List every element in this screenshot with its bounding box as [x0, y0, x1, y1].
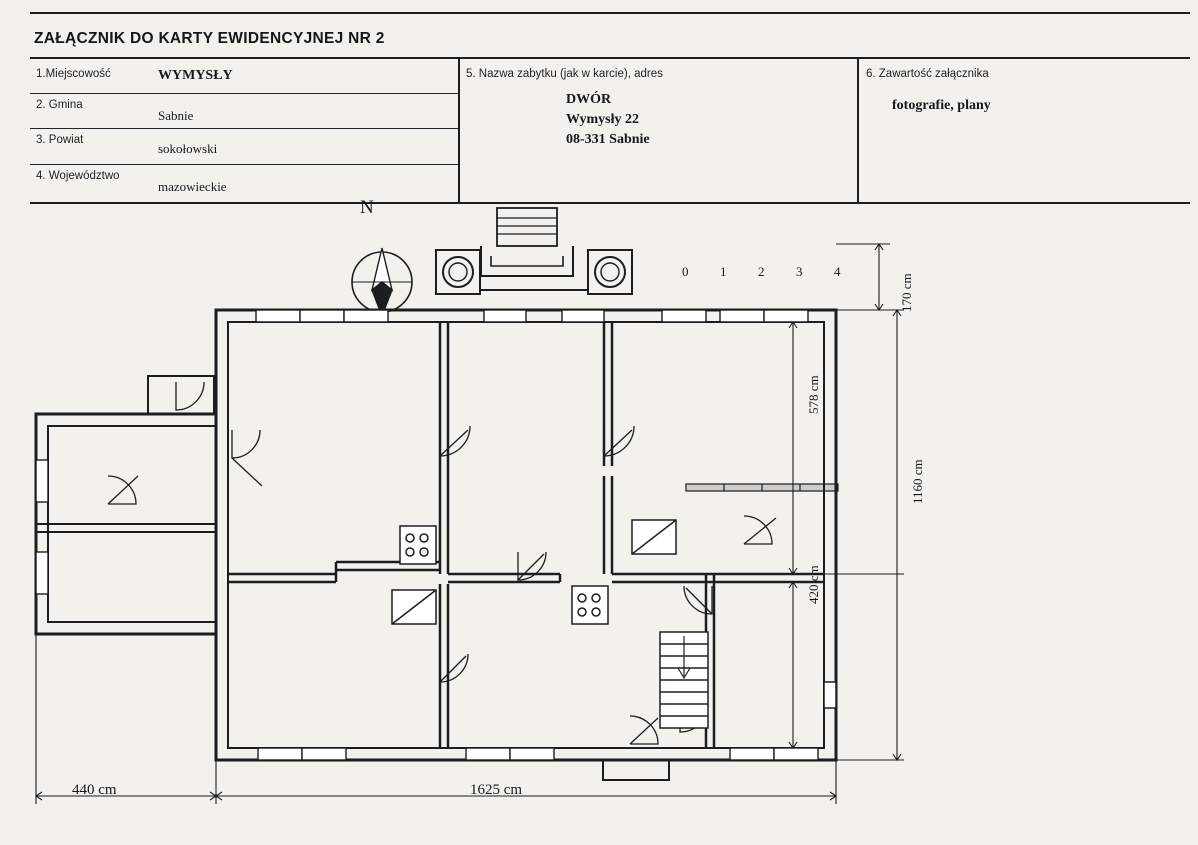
field-label-county: 3. Powiat — [36, 134, 84, 146]
dimension-578cm: 578 cm — [806, 375, 821, 414]
field-value-locality: WYMYSŁY — [158, 68, 233, 83]
windows-annex — [36, 460, 48, 594]
turret-right — [588, 250, 632, 294]
field-rule-3 — [30, 164, 458, 165]
field-rule-1 — [30, 93, 458, 94]
scale-tick-3: 3 — [796, 264, 803, 279]
portico-top — [481, 208, 573, 276]
fireplace-right — [632, 520, 676, 554]
windows-top — [256, 310, 808, 322]
main-outline-inner — [228, 322, 824, 748]
porch-bottom — [603, 760, 669, 780]
main-outline — [216, 310, 836, 760]
windows-bottom — [258, 748, 818, 760]
header-divider-1 — [458, 57, 460, 202]
dimension-1625cm: 1625 cm — [470, 782, 523, 798]
field-rule-2 — [30, 128, 458, 129]
right-wall-niche — [824, 682, 836, 708]
scale-tick-1: 1 — [720, 264, 727, 279]
monument-address-line1: Wymysły 22 — [566, 112, 639, 127]
stove-upper — [400, 526, 436, 564]
scale-tick-2: 2 — [758, 264, 765, 279]
monument-label: 5. Nazwa zabytku (jak w karcie), adres — [466, 68, 663, 80]
dimension-420cm: 420 cm — [806, 565, 821, 604]
field-value-county: sokołowski — [158, 141, 218, 156]
field-label-commune: 2. Gmina — [36, 99, 83, 111]
annex-bay — [148, 376, 214, 414]
dimension-170cm: 170 cm — [899, 273, 914, 312]
stove-lower — [572, 586, 608, 624]
monument-name: DWÓR — [566, 92, 612, 107]
north-label: N — [360, 197, 374, 218]
header-rule-mid — [30, 57, 1190, 59]
staircase — [660, 632, 708, 728]
monument-address-line2: 08-331 Sabnie — [566, 132, 650, 147]
turret-left — [436, 250, 480, 294]
floor-plan-drawing — [0, 197, 1198, 845]
fireplace-left — [392, 590, 436, 624]
field-label-voivodeship: 4. Województwo — [36, 170, 120, 182]
dimension-1160cm: 1160 cm — [910, 459, 925, 504]
header-divider-2 — [857, 57, 859, 202]
attachment-value: fotografie, plany — [892, 98, 991, 113]
dimension-440cm: 440 cm — [72, 782, 117, 798]
attachment-label: 6. Zawartość załącznika — [866, 68, 989, 80]
compass-rose — [352, 248, 412, 316]
scale-tick-0: 0 — [682, 264, 689, 279]
field-label-locality: 1.Miejscowość — [36, 68, 111, 80]
page-title: ZAŁĄCZNIK DO KARTY EWIDENCYJNEJ NR 2 — [34, 30, 385, 47]
floor-plan-svg — [0, 204, 1198, 845]
field-value-voivodeship: mazowieckie — [158, 179, 227, 194]
scale-tick-4: 4 — [834, 264, 841, 279]
field-value-commune: Sabnie — [158, 108, 194, 123]
header-rule-top — [30, 12, 1190, 14]
scale-bar — [686, 484, 838, 491]
